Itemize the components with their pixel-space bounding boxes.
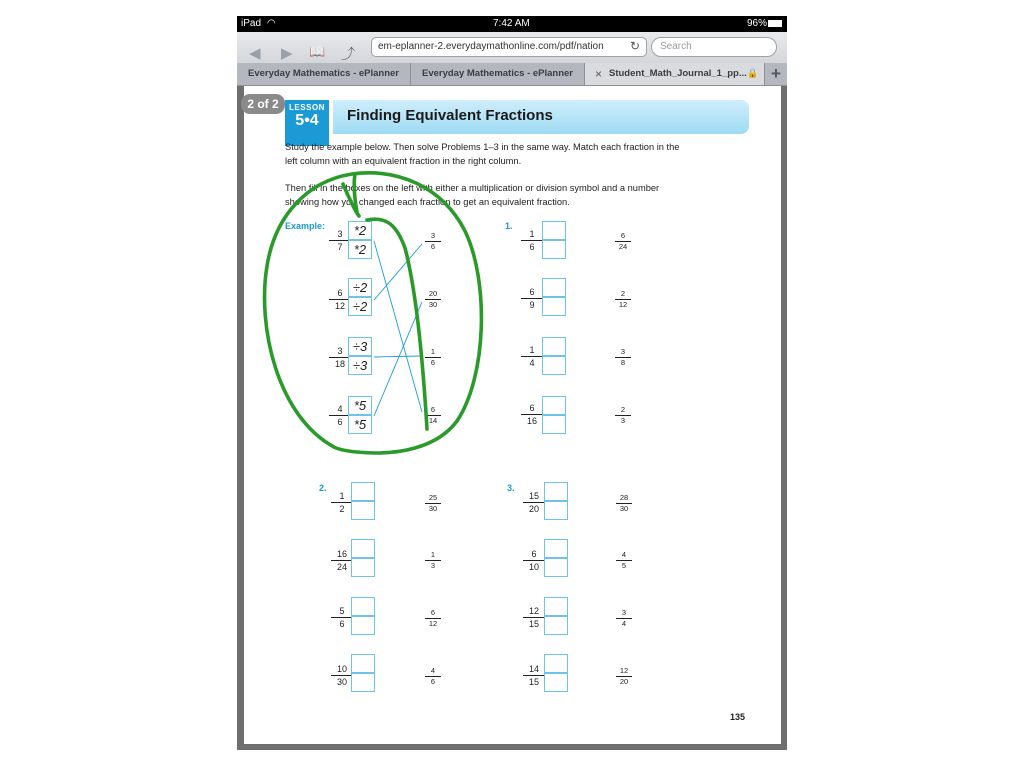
answer-box[interactable]: *5 <box>348 415 372 434</box>
fraction: 1 2 <box>331 491 353 514</box>
share-icon[interactable]: ⤴ <box>341 46 355 62</box>
fraction: 6 10 <box>523 549 545 572</box>
problem-2-label: 2. <box>319 483 327 493</box>
tab-eplanner-1[interactable]: Everyday Mathematics - ePlanner <box>237 63 411 85</box>
example-match-lines <box>374 241 422 416</box>
answer-box[interactable]: *2 <box>348 221 372 240</box>
instruction-line: showing how you changed each fraction to get an equivalent fraction. <box>285 197 570 207</box>
battery-percent: 96% <box>747 18 768 29</box>
fraction: 10 30 <box>331 664 353 687</box>
clock: 7:42 AM <box>493 18 530 29</box>
forward-icon[interactable]: ▶ <box>281 45 293 62</box>
lesson-number: 5•4 <box>295 112 319 129</box>
fraction: 6 9 <box>521 287 543 310</box>
fraction: 14 15 <box>523 664 545 687</box>
match-line <box>374 356 422 357</box>
fraction: 1 6 <box>521 229 543 252</box>
close-tab-icon[interactable]: × <box>595 67 603 81</box>
fraction: 4 6 <box>329 404 351 427</box>
fraction: 4 6 <box>425 667 441 686</box>
address-bar[interactable]: em-eplanner-2.everydaymathonline.com/pdf/nation <box>371 37 647 57</box>
fraction: 25 30 <box>425 494 441 513</box>
fraction: 20 30 <box>425 290 441 309</box>
fraction: 2 12 <box>615 290 631 309</box>
answer-box[interactable]: *2 <box>348 240 372 259</box>
hand-drawn-circle <box>265 173 482 453</box>
fraction: 2 3 <box>615 406 631 425</box>
green-ink <box>265 173 482 453</box>
answer-box[interactable]: ÷2 <box>348 297 372 316</box>
fraction: 1 3 <box>425 551 441 570</box>
fraction: 1 6 <box>425 348 441 367</box>
fraction: 3 8 <box>615 348 631 367</box>
page-number: 135 <box>730 712 746 722</box>
match-line <box>374 241 422 412</box>
fraction: 15 20 <box>523 491 545 514</box>
fraction: 28 30 <box>616 494 632 513</box>
bookmarks-icon[interactable]: 📖 <box>309 44 326 59</box>
wifi-icon: ◠ <box>267 18 276 29</box>
problem-1-label: 1. <box>505 221 513 231</box>
instruction-line: left column with an equivalent fraction in the right column. <box>285 156 522 166</box>
problem-3-label: 3. <box>507 483 515 493</box>
fraction: 6 12 <box>329 288 351 311</box>
fraction: 1 4 <box>521 345 543 368</box>
ipad-screen <box>237 16 787 750</box>
fraction: 3 7 <box>329 229 351 252</box>
fraction: 6 14 <box>425 406 441 425</box>
annotation-layer <box>237 16 787 750</box>
fraction: 5 6 <box>331 606 353 629</box>
back-icon[interactable]: ◀ <box>249 45 261 62</box>
instruction-line: Then fill in the boxes on the left with either a multiplication or division symbol and a number <box>285 183 660 193</box>
new-tab-icon[interactable]: + <box>771 64 781 83</box>
answer-box[interactable]: ÷3 <box>348 337 372 356</box>
reload-icon[interactable]: ↻ <box>630 39 641 53</box>
fraction: 3 4 <box>616 609 632 628</box>
search-input[interactable]: Search <box>651 37 777 57</box>
lock-icon: 🔒 <box>747 68 759 78</box>
page-indicator: 2 of 2 <box>241 94 285 114</box>
example-label: Example: <box>285 221 326 231</box>
match-line <box>374 302 422 416</box>
tab-label: Student_Math_Journal_1_pp... <box>609 68 747 79</box>
answer-box[interactable]: ÷2 <box>348 278 372 297</box>
fraction: 6 24 <box>615 232 631 251</box>
fraction: 12 20 <box>616 667 632 686</box>
fraction: 6 16 <box>521 403 543 426</box>
fraction: 16 24 <box>331 549 353 572</box>
lesson-label: LESSON <box>289 103 325 112</box>
tab-eplanner-2[interactable]: Everyday Mathematics - ePlanner <box>411 63 585 85</box>
page-title: Finding Equivalent Fractions <box>347 107 553 124</box>
fraction: 3 6 <box>425 232 441 251</box>
answer-box[interactable]: ÷3 <box>348 356 372 375</box>
device-label: iPad <box>241 18 262 29</box>
fraction: 6 12 <box>425 609 441 628</box>
instruction-line: Study the example below. Then solve Problems 1–3 in the same way. Match each fraction in the <box>285 142 680 152</box>
fraction: 12 15 <box>523 606 545 629</box>
answer-box[interactable]: *5 <box>348 396 372 415</box>
fraction: 3 18 <box>329 346 351 369</box>
fraction: 4 5 <box>616 551 632 570</box>
